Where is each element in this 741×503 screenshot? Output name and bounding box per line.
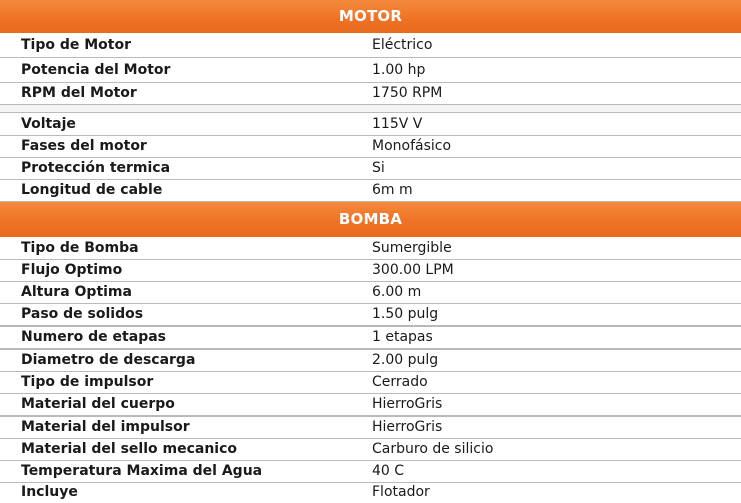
spec-value: Si: [372, 160, 385, 176]
spec-value: 300.00 LPM: [372, 262, 454, 278]
spec-row: [0, 33, 741, 57]
spec-label: Material del sello mecanico: [21, 441, 238, 457]
spec-row: [0, 349, 741, 371]
spec-row: [0, 58, 741, 82]
spec-value: Sumergible: [372, 240, 452, 256]
spec-row: [0, 113, 741, 135]
section-header-motor: MOTOR: [0, 0, 741, 33]
spec-value: Eléctrico: [372, 37, 433, 53]
spec-label: Tipo de Motor: [21, 37, 132, 53]
spec-row: [0, 393, 741, 415]
spec-label: Fases del motor: [21, 138, 147, 154]
spec-label: Altura Optima: [21, 284, 132, 300]
spec-label: Temperatura Maxima del Agua: [21, 463, 263, 479]
spec-row: [0, 157, 741, 179]
spec-label: Tipo de impulsor: [21, 374, 154, 390]
spec-row: [0, 460, 741, 482]
spec-value: Carburo de silicio: [372, 441, 494, 457]
spec-value: HierroGris: [372, 419, 443, 435]
spec-value: 1.00 hp: [372, 62, 426, 78]
spec-value: 40 C: [372, 463, 405, 479]
spec-value: 1 etapas: [372, 329, 433, 345]
spec-label: Material del cuerpo: [21, 396, 175, 412]
spec-row: [0, 438, 741, 460]
spec-label: Potencia del Motor: [21, 62, 171, 78]
spec-label: Incluye: [21, 484, 78, 500]
spec-row: [0, 303, 741, 325]
spec-row: [0, 326, 741, 348]
spec-label: Material del impulsor: [21, 419, 190, 435]
spec-value: HierroGris: [372, 396, 443, 412]
spec-value: 2.00 pulg: [372, 352, 439, 368]
spec-value: 115V V: [372, 116, 423, 132]
spec-row: [0, 237, 741, 259]
spec-row: [0, 179, 741, 201]
spec-label: RPM del Motor: [21, 85, 137, 101]
spec-row: [0, 82, 741, 104]
spec-row: [0, 259, 741, 281]
spec-label: Diametro de descarga: [21, 352, 196, 368]
spec-label: Longitud de cable: [21, 182, 163, 198]
spec-value: 6.00 m: [372, 284, 422, 300]
spec-row: [0, 135, 741, 157]
spec-label: Flujo Optimo: [21, 262, 123, 278]
spec-value: Flotador: [372, 484, 430, 500]
spec-value: Cerrado: [372, 374, 428, 390]
spec-label: Protección termica: [21, 160, 171, 176]
spec-value: 1750 RPM: [372, 85, 443, 101]
spec-label: Voltaje: [21, 116, 76, 132]
spec-label: Numero de etapas: [21, 329, 166, 345]
row-divider-gap: [0, 104, 741, 113]
spec-row: [0, 416, 741, 438]
spec-value: Monofásico: [372, 138, 452, 154]
spec-row: [0, 281, 741, 303]
spec-label: Paso de solidos: [21, 306, 144, 322]
section-header-bomba: BOMBA: [0, 202, 741, 237]
spec-row: [0, 371, 741, 393]
spec-value: 6m m: [372, 182, 413, 198]
spec-label: Tipo de Bomba: [21, 240, 139, 256]
spec-value: 1.50 pulg: [372, 306, 439, 322]
spec-row: [0, 482, 741, 503]
